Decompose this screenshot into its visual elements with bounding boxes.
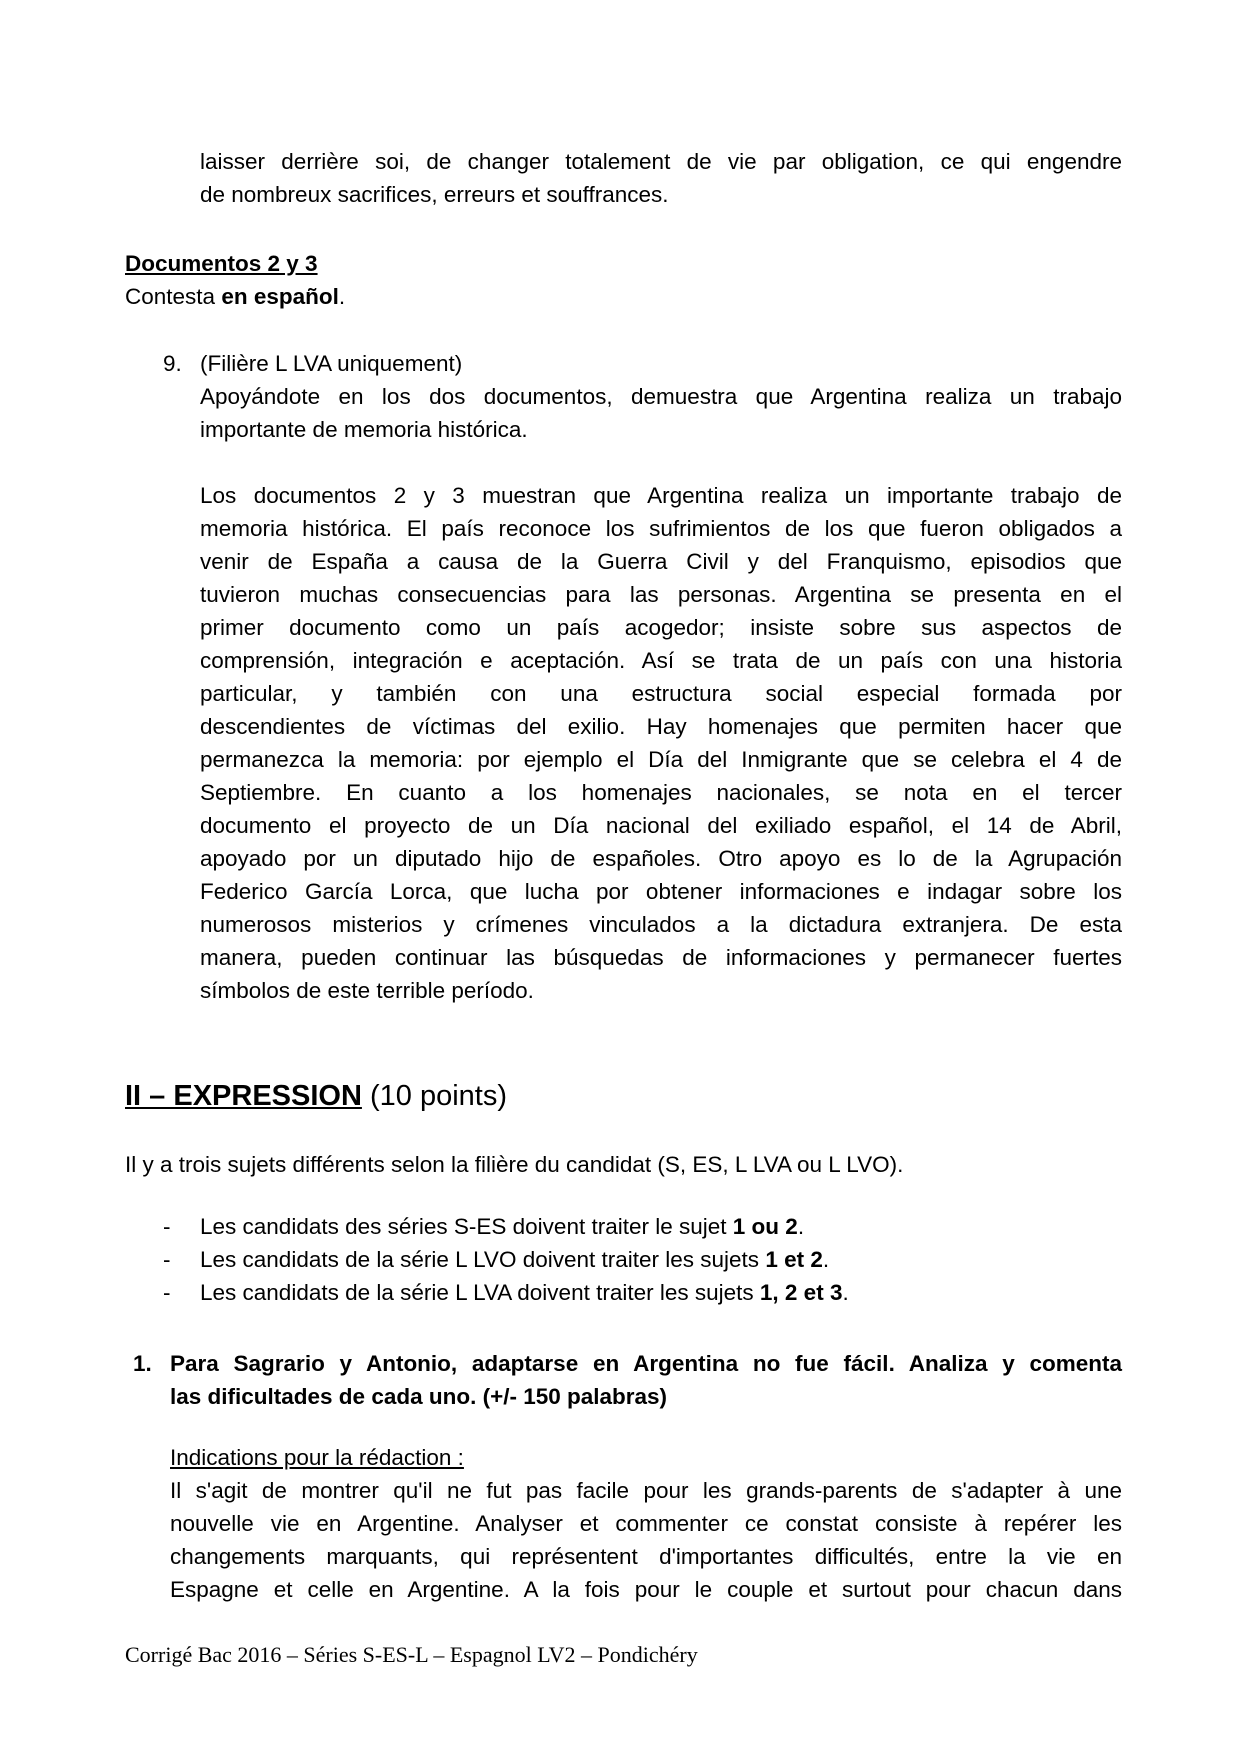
page-footer: Corrigé Bac 2016 – Séries S-ES-L – Espagnol LV2 – Pondichéry (125, 1642, 698, 1667)
rule-text-plain: Les candidats des séries S-ES doivent traiter le sujet (200, 1214, 733, 1239)
dash-bullet: - (163, 1280, 171, 1305)
subject-1-line-1: Para Sagrario y Antonio, adaptarse en Argentina no fue fácil. Analiza y comenta (170, 1351, 1122, 1376)
subject-1-title (170, 1347, 1122, 1413)
rule-text-bold: 1 ou 2 (732, 1214, 798, 1239)
indications-heading: Indications pour la rédaction : (170, 1445, 464, 1470)
documents-section-header (125, 247, 1122, 313)
intro-paragraph (200, 145, 1122, 211)
rule-text (200, 1276, 849, 1309)
instruction-prefix: Contesta (125, 284, 222, 309)
question-9-prompt (200, 347, 1122, 446)
answer-line-last: símbolos de este terrible período. (200, 978, 534, 1003)
answer-line: documento el proyecto de un Día nacional del exiliado español, el 14 de Abril, (200, 813, 1122, 838)
instruction-suffix: . (338, 284, 346, 309)
answer-line: Los documentos 2 y 3 muestran que Argentina realiza un importante trabajo de (200, 483, 1122, 508)
indications-block (170, 1441, 1122, 1606)
intro-line-1: laisser derrière soi, de changer totalement de vie par obligation, ce qui engendre (200, 149, 1122, 174)
answer-line: permanezca la memoria: por ejemplo el Día del Inmigrante que se celebra el 4 de (200, 747, 1122, 772)
question-9-filiere: (Filière L LVA uniquement) (200, 351, 463, 376)
rule-text-bold: 1, 2 et 3 (759, 1280, 843, 1305)
expression-points: (10 points) (361, 1080, 507, 1112)
indications-line: Espagne et celle en Argentine. A la fois pour le couple et surtout pour chacun dans (170, 1577, 1122, 1602)
intro-line-2: de nombreux sacrifices, erreurs et souffrances. (200, 182, 669, 207)
answer-line: particular, y también con una estructura social especial formada por (200, 681, 1122, 706)
documents-instruction (125, 280, 1122, 313)
instruction-bold: en español (221, 284, 339, 309)
indications-line: Il s'agit de montrer qu'il ne fut pas facile pour les grands-parents de s'adapter à une (170, 1478, 1122, 1503)
expression-title: II – EXPRESSION (125, 1080, 362, 1112)
indications-line: nouvelle vie en Argentine. Analyser et commenter ce constat consiste à repérer les (170, 1511, 1122, 1536)
subject-1-number: 1. (133, 1351, 152, 1376)
question-9-prompt-line-1: Apoyándote en los dos documentos, demuestra que Argentina realiza un trabajo (200, 384, 1122, 409)
answer-line: apoyado por un diputado hijo de españoles. Otro apoyo es lo de la Agrupación (200, 846, 1122, 871)
rule-text-bold: 1 et 2 (765, 1247, 823, 1272)
rule-text-plain: Les candidats de la série L LVO doivent traiter les sujets (200, 1247, 766, 1272)
rule-text-end: . (822, 1247, 830, 1272)
rule-text-plain: Les candidats de la série L LVA doivent traiter les sujets (200, 1280, 760, 1305)
subject-1-line-2: las dificultades de cada uno. (+/- 150 palabras) (170, 1384, 668, 1409)
answer-line: comprensión, integración e aceptación. Así se trata de un país con una historia (200, 648, 1122, 673)
answer-line: memoria histórica. El país reconoce los sufrimientos de los que fueron obligados a (200, 516, 1122, 541)
answer-line: Federico García Lorca, que lucha por obtener informaciones e indagar sobre los (200, 879, 1122, 904)
answer-line: numerosos misterios y crímenes vinculados a la dictadura extranjera. De esta (200, 912, 1122, 937)
rule-text (200, 1210, 804, 1243)
answer-line: primer documento como un país acogedor; insiste sobre sus aspectos de (200, 615, 1122, 640)
question-9-answer (200, 479, 1122, 1007)
answer-line: venir de España a causa de la Guerra Civil y del Franquismo, episodios que (200, 549, 1122, 574)
documents-heading: Documentos 2 y 3 (125, 251, 318, 276)
expression-section-title (125, 1076, 507, 1116)
answer-line: Septiembre. En cuanto a los homenajes nacionales, se nota en el tercer (200, 780, 1122, 805)
answer-line: tuvieron muchas consecuencias para las personas. Argentina se presenta en el (200, 582, 1122, 607)
rule-text-end: . (842, 1280, 849, 1305)
dash-bullet: - (163, 1247, 171, 1272)
rule-text-end: . (797, 1214, 805, 1239)
indications-line: changements marquants, qui représentent d'importantes difficultés, entre la vie en (170, 1544, 1122, 1569)
question-9-number: 9. (163, 351, 182, 376)
rule-text (200, 1243, 829, 1276)
dash-bullet: - (163, 1214, 171, 1239)
question-9-prompt-line-2: importante de memoria histórica. (200, 417, 528, 442)
answer-line: descendientes de víctimas del exilio. Hay homenajes que permiten hacer que (200, 714, 1122, 739)
expression-intro: Il y a trois sujets différents selon la filière du candidat (S, ES, L LVA ou L LVO). (125, 1152, 904, 1177)
answer-line: manera, pueden continuar las búsquedas de informaciones y permanecer fuertes (200, 945, 1122, 970)
